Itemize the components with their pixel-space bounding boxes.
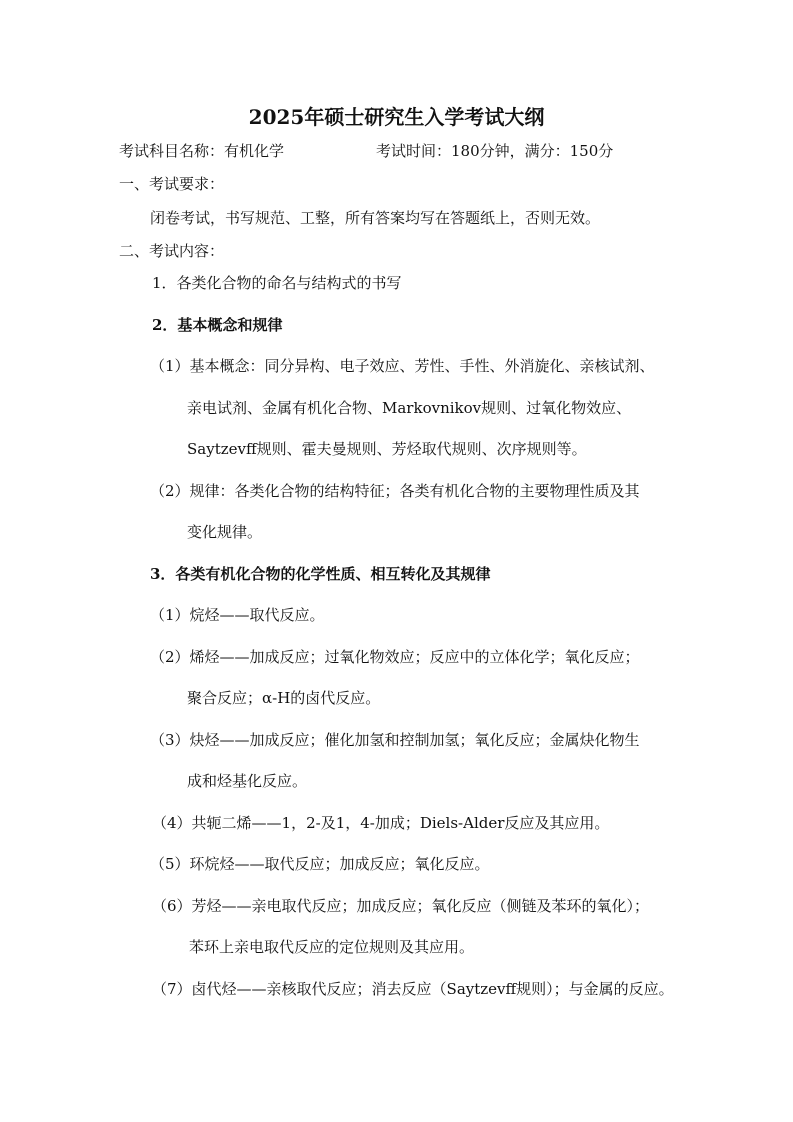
section-2-heading: 二、考试内容： — [119, 242, 225, 260]
exam-time-score: 考试时间：180分钟，满分：150分 — [376, 142, 614, 160]
item-3-2-line-1: （2）烯烃——加成反应；过氧化物效应；反应中的立体化学；氧化反应； — [150, 648, 640, 666]
item-3-7: （7）卤代烃——亲核取代反应；消去反应（Saytzevff规则）；与金属的反应。 — [152, 980, 674, 998]
item-2-1-line-1: （1）基本概念：同分异构、电子效应、芳性、手性、外消旋化、亲核试剂、 — [150, 357, 655, 375]
item-3-heading: 3．各类有机化合物的化学性质、相互转化及其规律 — [150, 565, 491, 583]
section-1-body: 闭卷考试，书写规范、工整，所有答案均写在答题纸上，否则无效。 — [150, 209, 601, 227]
item-3-5: （5）环烷烃——取代反应；加成反应；氧化反应。 — [150, 855, 490, 873]
item-3-1: （1）烷烃——取代反应。 — [150, 606, 325, 624]
section-1-heading: 一、考试要求： — [119, 175, 225, 193]
item-3-6-line-2: 苯环上亲电取代反应的定位规则及其应用。 — [189, 938, 475, 956]
item-2-1-line-3: Saytzevff规则、霍夫曼规则、芳烃取代规则、次序规则等。 — [187, 440, 587, 458]
item-2-heading: 2．基本概念和规律 — [152, 316, 283, 334]
item-2-1-line-2: 亲电试剂、金属有机化合物、Markovnikov规则、过氧化物效应、 — [187, 399, 632, 417]
item-3-6-line-1: （6）芳烃——亲电取代反应；加成反应；氧化反应（侧链及苯环的氧化）； — [152, 897, 650, 915]
item-1: 1．各类化合物的命名与结构式的书写 — [152, 274, 402, 292]
exam-subject: 考试科目名称：有机化学 — [119, 142, 285, 160]
item-2-2-line-1: （2）规律：各类化合物的结构特征；各类有机化合物的主要物理性质及其 — [150, 482, 640, 500]
item-3-3-line-1: （3）炔烃——加成反应；催化加氢和控制加氢；氧化反应；金属炔化物生 — [150, 731, 640, 749]
page-title: 2025年硕士研究生入学考试大纲 — [248, 105, 545, 129]
item-3-2-line-2: 聚合反应；α-H的卤代反应。 — [187, 689, 381, 707]
item-3-3-line-2: 成和烃基化反应。 — [187, 772, 308, 790]
item-2-2-line-2: 变化规律。 — [187, 523, 263, 541]
item-3-4: （4）共轭二烯——1，2-及1，4-加成；Diels-Alder反应及其应用。 — [152, 814, 610, 832]
